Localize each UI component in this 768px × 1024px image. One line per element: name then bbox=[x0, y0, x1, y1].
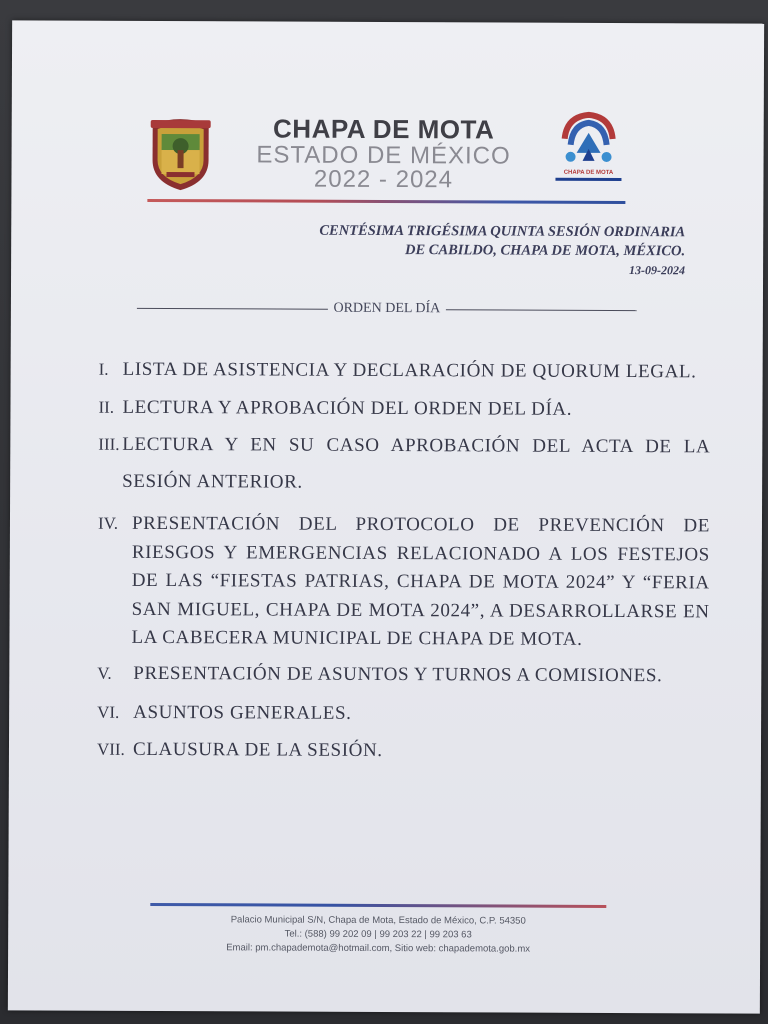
coat-of-arms-icon bbox=[148, 116, 212, 192]
agenda-title-rule-left bbox=[137, 307, 328, 309]
footer-phone: Tel.: (588) 99 202 09 | 99 203 22 | 99 203 63 bbox=[284, 928, 472, 941]
state-name: ESTADO DE MÉXICO bbox=[256, 141, 511, 170]
agenda-item-text: LISTA DE ASISTENCIA Y DECLARACIÓN DE QUORUM LEGAL. bbox=[122, 358, 697, 383]
agenda-item-text: ASUNTOS GENERALES. bbox=[133, 701, 352, 724]
agenda-item-text: PRESENTACIÓN DEL PROTOCOLO DE PREVENCIÓN DE RIESGOS Y EMERGENCIAS RELACIONADO A LOS FESTEJOS DE LAS “FIESTAS PATRIAS, CHAPA DE MOTA 2024” Y “FERIA SAN MIGUEL, CHAPA DE MOTA 2024”, A DESARROLLARSE EN LA CABECERA MUNICIPAL DE CHAPA DE MOTA. bbox=[131, 512, 711, 650]
session-heading bbox=[165, 221, 685, 280]
administration-period: 2022 - 2024 bbox=[313, 165, 454, 194]
municipality-name: CHAPA DE MOTA bbox=[273, 113, 495, 145]
agenda-item-4 bbox=[97, 510, 710, 655]
agenda-item-text: CLAUSURA DE LA SESIÓN. bbox=[132, 738, 383, 761]
agenda-item-number: II. bbox=[98, 397, 115, 417]
document-page bbox=[8, 20, 764, 1013]
municipality-wordmark bbox=[233, 113, 533, 192]
agenda-title-text: ORDEN DEL DÍA bbox=[333, 300, 441, 317]
header-divider bbox=[147, 199, 625, 204]
logo-bar bbox=[555, 178, 621, 181]
agenda-item-number: IV. bbox=[97, 513, 119, 533]
administration-logo bbox=[551, 109, 625, 189]
agenda-item-number: VII. bbox=[96, 739, 125, 759]
session-title-line1: CENTÉSIMA TRIGÉSIMA QUINTA SESIÓN ORDINARIA bbox=[319, 222, 686, 241]
agenda-item-number: VI. bbox=[97, 702, 120, 722]
agenda-item-3 bbox=[98, 426, 710, 503]
municipal-logo-icon bbox=[557, 109, 621, 167]
agenda-item-6 bbox=[97, 693, 709, 733]
footer-divider bbox=[150, 903, 606, 908]
page-footer bbox=[128, 913, 628, 957]
agenda-item-text: PRESENTACIÓN DE ASUNTOS Y TURNOS A COMISIONES. bbox=[133, 662, 663, 686]
agenda-item-number: V. bbox=[97, 663, 112, 683]
agenda-item-text: LECTURA Y APROBACIÓN DEL ORDEN DEL DÍA. bbox=[122, 396, 573, 420]
session-date: 13-09-2024 bbox=[629, 263, 686, 278]
agenda-item-2 bbox=[98, 389, 710, 429]
agenda-title bbox=[137, 300, 637, 318]
logo-caption: CHAPA DE MOTA bbox=[563, 169, 614, 176]
footer-contact: Email: pm.chapademota@hotmail.com, Sitio web: chapademota.gob.mx bbox=[226, 942, 531, 955]
agenda-list bbox=[97, 351, 711, 770]
agenda-item-1 bbox=[99, 351, 711, 391]
agenda-item-number: I. bbox=[98, 359, 109, 379]
session-title-line2: DE CABILDO, CHAPA DE MOTA, MÉXICO. bbox=[404, 242, 686, 260]
footer-address: Palacio Municipal S/N, Chapa de Mota, Estado de México, C.P. 54350 bbox=[230, 914, 526, 927]
agenda-title-rule-right bbox=[446, 309, 637, 311]
agenda-item-5 bbox=[97, 654, 709, 694]
agenda-item-number: III. bbox=[98, 434, 120, 454]
agenda-item-text: LECTURA Y EN SU CASO APROBACIÓN DEL ACTA DE LA SESIÓN ANTERIOR. bbox=[122, 433, 711, 493]
agenda-item-7 bbox=[97, 730, 709, 770]
